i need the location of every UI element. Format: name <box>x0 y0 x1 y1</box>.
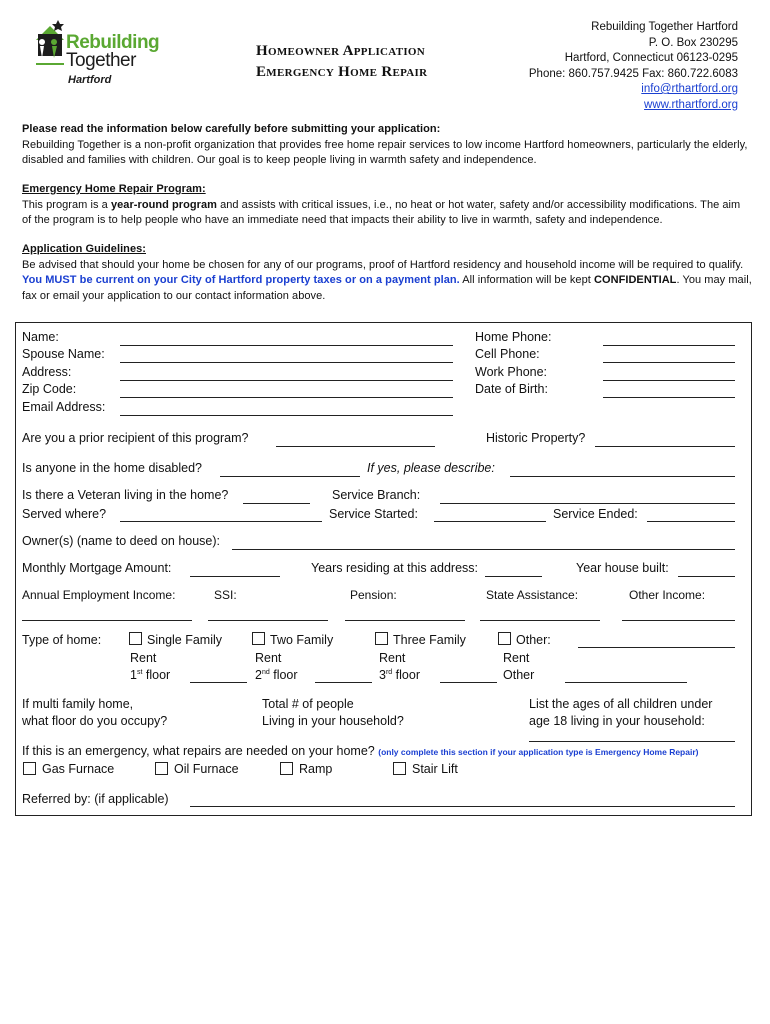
form-title-text-2: Emergency Home Repair <box>256 64 428 80</box>
annual-income-label: Annual Employment Income: <box>22 588 176 602</box>
program-body-pre: This program is a <box>22 198 111 211</box>
disabled-label: Is anyone in the home disabled? <box>22 461 202 475</box>
guidelines-section <box>22 242 752 304</box>
program-section <box>22 182 752 229</box>
form-title-line-1 <box>256 43 425 60</box>
zip-label: Zip Code: <box>22 382 77 396</box>
dob-input[interactable] <box>603 397 735 398</box>
referred-by-label: Referred by: (if applicable) <box>22 792 169 806</box>
intro-section <box>22 122 752 169</box>
other-home-input[interactable] <box>578 647 735 648</box>
cell-phone-label: Cell Phone: <box>475 347 540 361</box>
disabled-describe-input[interactable] <box>510 476 735 477</box>
email-input[interactable] <box>120 415 453 416</box>
prior-recipient-label: Are you a prior recipient of this program? <box>22 431 249 445</box>
stair-lift-label: Stair Lift <box>412 762 458 776</box>
spouse-name-label: Spouse Name: <box>22 347 105 361</box>
veteran-input[interactable] <box>243 503 310 504</box>
owners-label: Owner(s) (name to deed on house): <box>22 534 221 548</box>
children-ages-line-1: List the ages of all children under <box>529 697 713 711</box>
mortgage-label: Monthly Mortgage Amount: <box>22 561 172 575</box>
pension-label: Pension: <box>350 588 397 602</box>
referred-by-input[interactable] <box>190 806 735 807</box>
logo-line-2: Together <box>66 50 136 71</box>
disabled-input[interactable] <box>220 476 360 477</box>
floor-2-sup: nd <box>261 668 270 676</box>
work-phone-label: Work Phone: <box>475 365 548 379</box>
three-family-checkbox[interactable] <box>375 632 388 645</box>
single-family-floor-label <box>130 668 170 682</box>
multi-family-line-2: what floor do you occupy? <box>22 713 168 728</box>
year-built-label: Year house built: <box>576 561 669 575</box>
intro-body: Rebuilding Together is a non-profit organization that provides free home repair services to low income Hartford homeowners, particularly the elderly, disabled and families with children. Our goal is to keep people living in warmth safety and independence. <box>22 138 748 166</box>
service-branch-label: Service Branch: <box>332 488 421 502</box>
historic-input[interactable] <box>595 446 735 447</box>
other-income-input[interactable] <box>622 620 735 621</box>
city-state-zip: Hartford, Connecticut 06123-0295 <box>564 52 738 64</box>
oil-furnace-label: Oil Furnace <box>174 762 239 776</box>
service-ended-input[interactable] <box>647 521 735 522</box>
cell-phone-input[interactable] <box>603 362 735 363</box>
total-people-line-2: Living in your household? <box>262 713 404 728</box>
owners-input[interactable] <box>232 549 735 550</box>
phone-fax: Phone: 860.757.9425 Fax: 860.722.6083 <box>528 67 738 80</box>
other-rent-label: Rent <box>503 651 530 665</box>
two-family-label: Two Family <box>270 633 334 647</box>
spouse-name-input[interactable] <box>120 362 453 363</box>
other-rent-input[interactable] <box>565 682 687 683</box>
stair-lift-checkbox[interactable] <box>393 762 406 775</box>
years-residing-input[interactable] <box>485 576 542 577</box>
floor-1-word: floor <box>142 668 171 682</box>
second-floor-input[interactable] <box>315 682 372 683</box>
program-body-post: and assists with critical issues, i.e., no heat or hot water, safety and/or accessibility modifications. The aim of the program is to help people who have an immediate need that impacts their ability to live in warmth, safety and independence. <box>22 198 741 226</box>
other-home-label: Other: <box>516 633 551 647</box>
multi-family-label <box>22 696 167 729</box>
two-family-rent-label: Rent <box>255 651 282 665</box>
program-body <box>22 198 752 229</box>
three-family-floor-label <box>379 668 420 682</box>
total-people-line-1: Total # of people <box>262 697 354 711</box>
single-family-label: Single Family <box>147 633 223 647</box>
total-people-label <box>262 696 404 729</box>
form-title-line-2 <box>256 64 427 81</box>
address-label: Address: <box>22 365 72 379</box>
intro-heading: Please read the information below carefully before submitting your application: <box>22 123 441 135</box>
guidelines-body-pre: Be advised that should your home be chosen for any of our programs, proof of Hartford residency and household income will be required to qualify. <box>22 258 744 271</box>
year-built-input[interactable] <box>678 576 735 577</box>
children-ages-line-2: age 18 living in your household: <box>529 713 705 728</box>
served-where-label: Served where? <box>22 507 107 521</box>
work-phone-input[interactable] <box>603 380 735 381</box>
po-box: P. O. Box 230295 <box>648 36 738 49</box>
guidelines-body <box>22 258 752 305</box>
floor-1-num: 1 <box>130 668 137 682</box>
email-label: Email Address: <box>22 400 106 414</box>
three-family-label: Three Family <box>393 633 466 647</box>
program-heading: Emergency Home Repair Program: <box>22 183 206 195</box>
home-phone-label: Home Phone: <box>475 330 552 344</box>
program-body-bold: year-round program <box>110 198 217 211</box>
third-floor-input[interactable] <box>440 682 497 683</box>
other-home-checkbox[interactable] <box>498 632 511 645</box>
gas-furnace-label: Gas Furnace <box>42 762 115 776</box>
state-assistance-input[interactable] <box>480 620 600 621</box>
ssi-input[interactable] <box>208 620 328 621</box>
form-title-text-1: Homeowner Application <box>256 43 426 59</box>
service-started-input[interactable] <box>434 521 546 522</box>
guidelines-heading: Application Guidelines: <box>22 243 146 255</box>
single-family-rent-label: Rent <box>130 651 157 665</box>
type-of-home-label: Type of home: <box>22 633 102 647</box>
historic-label: Historic Property? <box>486 431 586 445</box>
annual-income-input[interactable] <box>22 620 192 621</box>
first-floor-input[interactable] <box>190 682 247 683</box>
single-family-checkbox[interactable] <box>129 632 142 645</box>
guidelines-body-mid: All information will be kept <box>459 274 594 286</box>
org-name: Rebuilding Together Hartford <box>591 21 738 33</box>
children-ages-input[interactable] <box>529 741 735 742</box>
state-assistance-label: State Assistance: <box>486 588 579 602</box>
mortgage-input[interactable] <box>190 576 280 577</box>
service-started-label: Service Started: <box>329 507 418 521</box>
contact-block <box>529 20 738 113</box>
name-label: Name: <box>22 330 59 344</box>
ramp-checkbox[interactable] <box>280 762 293 775</box>
zip-input[interactable] <box>120 397 453 398</box>
website-link[interactable]: www.rthartford.org <box>644 98 738 111</box>
home-phone-input[interactable] <box>603 345 735 346</box>
ramp-label: Ramp <box>299 762 333 776</box>
floor-1-sup: st <box>136 668 143 676</box>
if-yes-label: If yes, please describe: <box>367 461 495 475</box>
floor-3-sup: rd <box>385 668 393 676</box>
veteran-label: Is there a Veteran living in the home? <box>22 488 229 502</box>
dob-label: Date of Birth: <box>475 382 548 396</box>
ssi-label: SSI: <box>214 588 237 602</box>
other-income-label: Other Income: <box>629 588 706 602</box>
gas-furnace-checkbox[interactable] <box>23 762 36 775</box>
three-family-rent-label: Rent <box>379 651 406 665</box>
name-input[interactable] <box>120 345 453 346</box>
floor-3-word: floor <box>392 668 420 682</box>
floor-3-num: 3 <box>379 668 386 682</box>
other-other-label: Other <box>503 668 535 682</box>
organization-logo <box>30 14 160 92</box>
served-where-input[interactable] <box>120 521 322 522</box>
prior-recipient-input[interactable] <box>276 446 435 447</box>
two-family-checkbox[interactable] <box>252 632 265 645</box>
multi-family-line-1: If multi family home, <box>22 697 134 711</box>
years-residing-label: Years residing at this address: <box>311 561 478 575</box>
emergency-question <box>22 744 698 758</box>
email-link[interactable]: info@rthartford.org <box>641 83 738 95</box>
guidelines-body-blue: You MUST be current on your City of Hartford property taxes or on a payment plan. <box>22 274 460 286</box>
oil-furnace-checkbox[interactable] <box>155 762 168 775</box>
children-ages-label <box>529 696 712 729</box>
floor-2-word: floor <box>269 668 298 682</box>
logo-line-1: Rebuilding <box>66 32 160 53</box>
emergency-note: (only complete this section if your application type is Emergency Home Repair) <box>378 747 699 757</box>
two-family-floor-label <box>255 668 298 682</box>
emergency-question-text: If this is an emergency, what repairs are needed on your home? <box>22 744 375 758</box>
floor-2-num: 2 <box>255 668 262 682</box>
logo-line-3: Hartford <box>68 74 112 86</box>
guidelines-body-bold: CONFIDENTIAL <box>593 274 677 286</box>
address-input[interactable] <box>120 380 453 381</box>
guidelines-body-post: . You may mail, fax or email your application to our contact information above. <box>22 274 752 302</box>
service-branch-input[interactable] <box>440 503 735 504</box>
service-ended-label: Service Ended: <box>553 507 638 521</box>
pension-input[interactable] <box>345 620 465 621</box>
